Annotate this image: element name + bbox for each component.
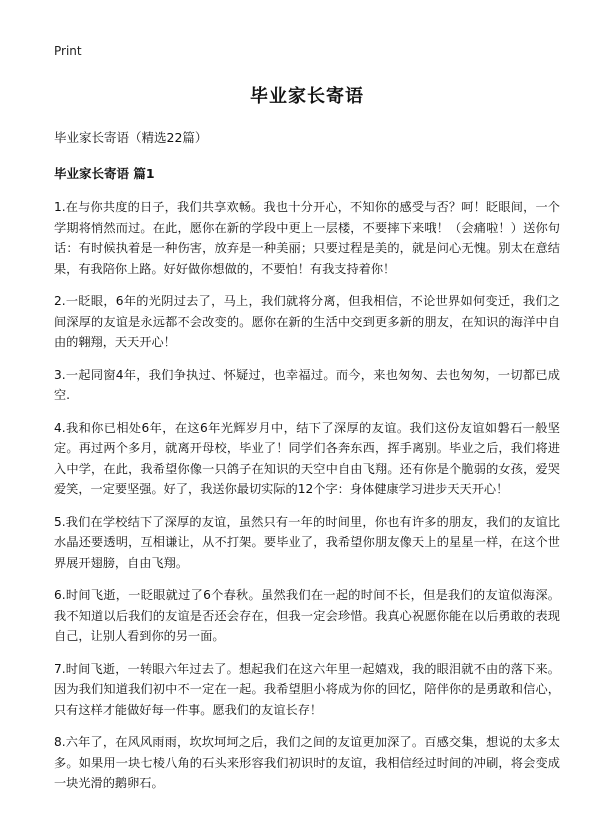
paragraph-4: 4.我和你已相处6年，在这6年光辉岁月中，结下了深厚的友谊。我们这份友谊如磐石一般坚定。再过两个多月，就离开母校，毕业了！同学们各奔东西，挥手离别。毕业之后，我们将进入中学，在此，我希望你像一只鸽子在知识的天空中自由飞翔。还有你是个脆弱的女孩，爱哭爱笑，一定要坚强。好了，我送你最切实际的12个字：身体健康学习进步天天开心！ [54,420,560,496]
paragraph-7: 7.时间飞逝，一转眼六年过去了。想起我们在这六年里一起嬉戏，我的眼泪就不由的落下来。因为我们知道我们初中不一定在一起。我希望胆小将成为你的回忆，陪伴你的是勇敢和信心，只有这样才能做好每一件事。愿我们的友谊长存！ [54,661,560,717]
print-link[interactable]: Print [54,44,82,58]
page-title: 毕业家长寄语 [250,86,364,107]
paragraph-3: 3.一起同窗4年，我们争执过、怀疑过，也幸福过。而今，来也匆匆、去也匆匆，一切都已成空. [54,367,560,402]
paragraph-6: 6.时间飞逝，一眨眼就过了6个春秋。虽然我们在一起的时间不长，但是我们的友谊似海深。我不知道以后我们的友谊是否还会存在，但我一定会珍惜。我真心祝愿你能在以后勇敢的表现自己，让别人看到你的另一面。 [54,588,560,643]
paragraph-5: 5.我们在学校结下了深厚的友谊，虽然只有一年的时间里，你也有许多的朋友，我们的友谊比水晶还要透明，互相谦让，从不打架。要毕业了，我希望你朋友像天上的星星一样，在这个世界展开翅膀，自由飞翔。 [54,514,560,570]
paragraph-8: 8.六年了，在风风雨雨，坎坎坷坷之后，我们之间的友谊更加深了。百感交集，想说的太多太多。如果用一块七棱八角的石头来形容我们初识时的友谊，我相信经过时间的冲刷，将会变成一块光滑的鹅卵石。 [54,735,560,790]
paragraph-2: 2.一眨眼，6年的光阴过去了，马上，我们就将分离，但我相信，不论世界如何变迁，我们之间深厚的友谊是永远都不会改变的。愿你在新的生活中交到更多新的朋友，在知识的海洋中自由的翱翔，天天开心！ [54,294,560,349]
document-subtitle: 毕业家长寄语（精选22篇） [54,130,208,145]
paragraph-1: 1.在与你共度的日子，我们共享欢畅。我也十分开心，不知你的感受与否？呵！眨眼间，一个学期将悄然而过。在此，愿你在新的学段中更上一层楼，不要摔下来哦！（会痛啦！）送你句话：有时候执着是一种伤害，放弃是一种美丽；只要过程是美的，就是问心无愧。别太在意结果，有我陪你上路。好好做你想做的，不要怕！有我支持着你！ [54,200,560,276]
section-heading: 毕业家长寄语 篇1 [54,166,155,181]
